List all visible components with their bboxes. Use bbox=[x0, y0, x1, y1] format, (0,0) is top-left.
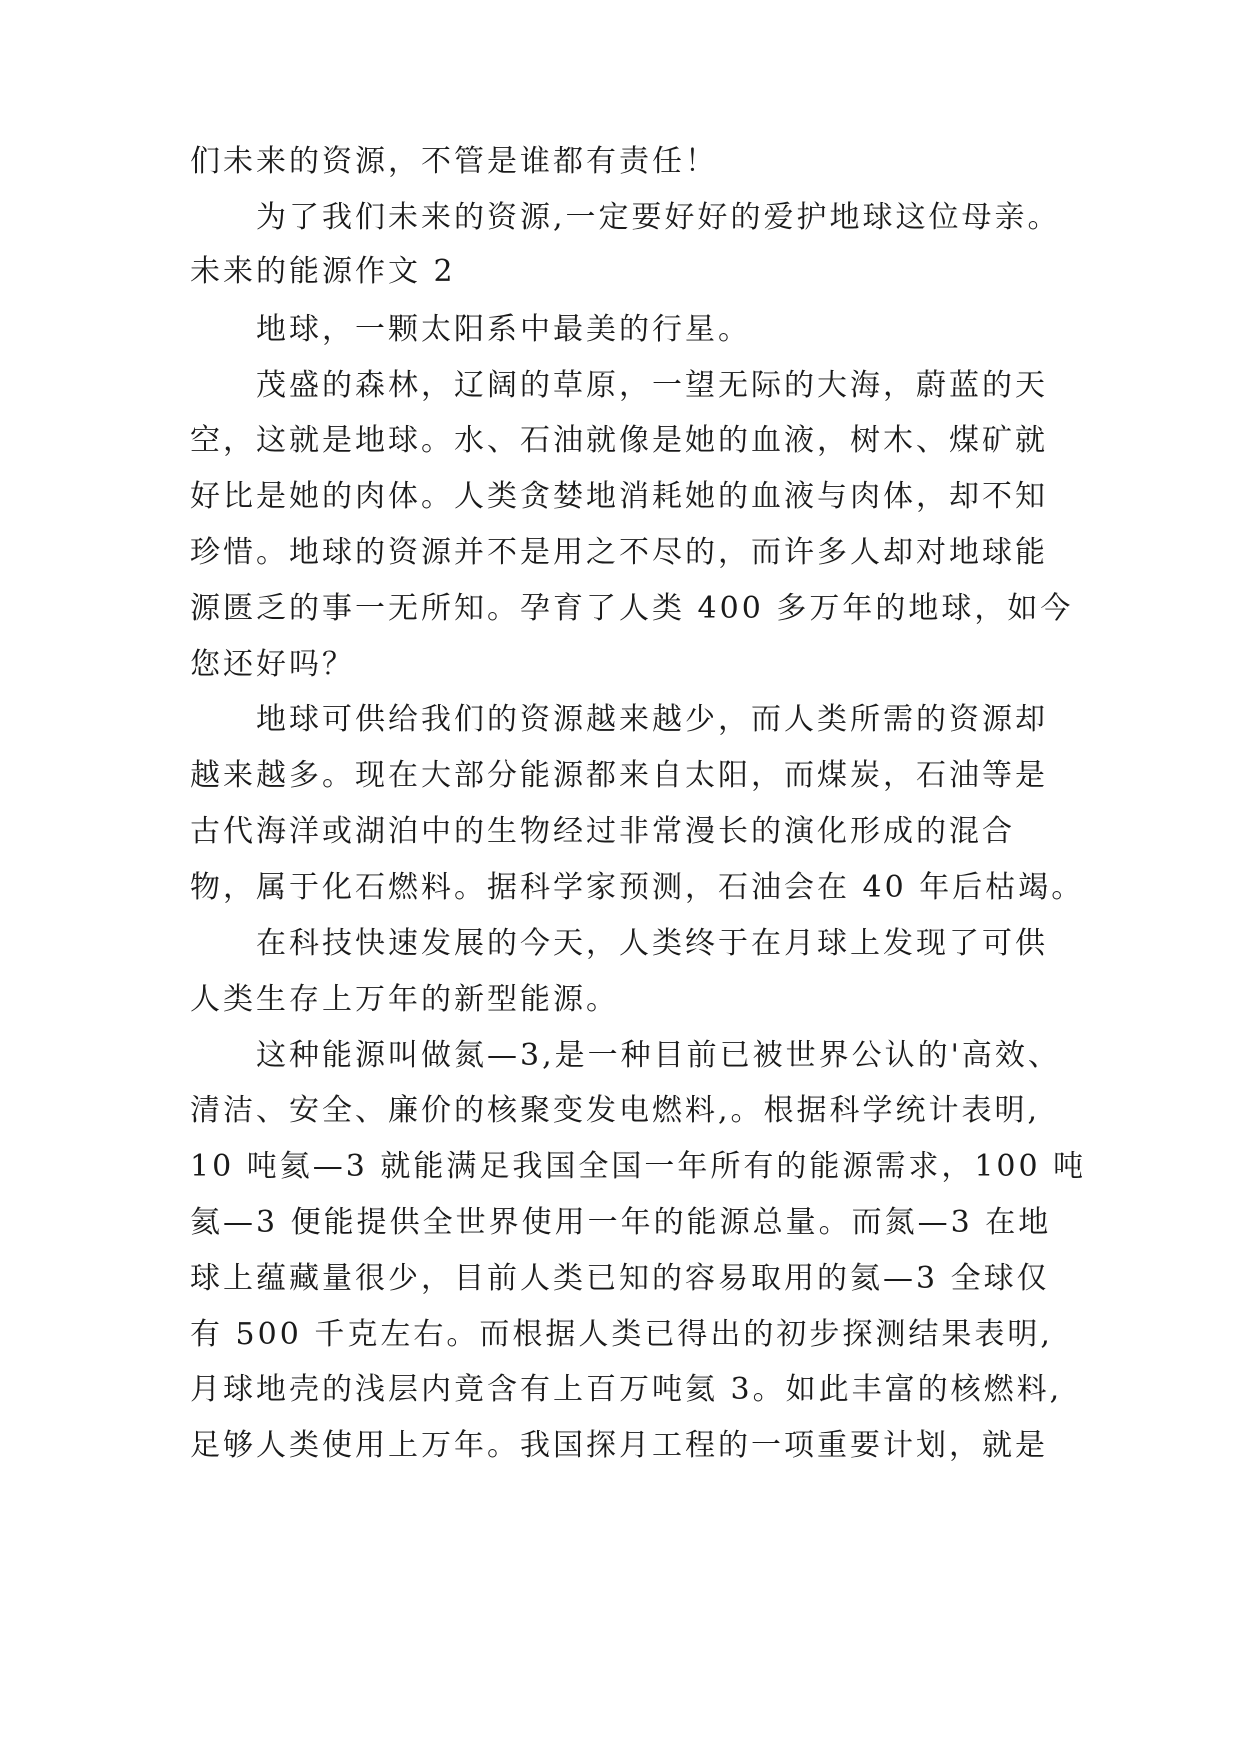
text-line: 空，这就是地球。水、石油就像是她的血液，树木、煤矿就 bbox=[190, 423, 1048, 458]
text-line: 有 500 千克左右。而根据人类已得出的初步探测结果表明, bbox=[190, 1317, 1053, 1352]
text-line: 您还好吗？ bbox=[190, 647, 355, 682]
text-line: 在科技快速发展的今天，人类终于在月球上发现了可供 bbox=[256, 926, 1048, 961]
text-line: 们未来的资源，不管是谁都有责任！ bbox=[190, 144, 718, 179]
text-line: 地球，一颗太阳系中最美的行星。 bbox=[256, 312, 751, 347]
text-line: 人类生存上万年的新型能源。 bbox=[190, 982, 619, 1017]
text-line: 好比是她的肉体。人类贪婪地消耗她的血液与肉体，却不知 bbox=[190, 479, 1048, 514]
text-line: 氦—3 便能提供全世界使用一年的能源总量。而氮—3 在地 bbox=[190, 1205, 1052, 1240]
section-heading: 未来的能源作文 2 bbox=[190, 254, 456, 289]
text-line: 地球可供给我们的资源越来越少，而人类所需的资源却 bbox=[256, 702, 1048, 737]
text-line: 越来越多。现在大部分能源都来自太阳，而煤炭，石油等是 bbox=[190, 758, 1048, 793]
text-line: 古代海洋或湖泊中的生物经过非常漫长的演化形成的混合 bbox=[190, 814, 1015, 849]
text-line: 清洁、安全、廉价的核聚变发电燃料,。根据科学统计表明, bbox=[190, 1093, 1041, 1128]
text-line: 月球地壳的浅层内竟含有上百万吨氦 3。如此丰富的核燃料, bbox=[190, 1372, 1063, 1407]
text-line: 物，属于化石燃料。据科学家预测，石油会在 40 年后枯竭。 bbox=[190, 870, 1085, 905]
text-line: 茂盛的森林，辽阔的草原，一望无际的大海，蔚蓝的天 bbox=[256, 368, 1048, 403]
text-line: 为了我们未来的资源,一定要好好的爱护地球这位母亲。 bbox=[256, 200, 1061, 235]
text-line: 这种能源叫做氮—3,是一种目前已被世界公认的'高效、 bbox=[256, 1038, 1061, 1073]
text-line: 珍惜。地球的资源并不是用之不尽的，而许多人却对地球能 bbox=[190, 535, 1048, 570]
text-line: 球上蕴藏量很少，目前人类已知的容易取用的氦—3 全球仅 bbox=[190, 1261, 1050, 1296]
text-line: 足够人类使用上万年。我国探月工程的一项重要计划，就是 bbox=[190, 1428, 1048, 1463]
text-line: 源匮乏的事一无所知。孕育了人类 400 多万年的地球，如今 bbox=[190, 591, 1074, 626]
text-line: 10 吨氦—3 就能满足我国全国一年所有的能源需求，100 吨 bbox=[190, 1149, 1087, 1184]
